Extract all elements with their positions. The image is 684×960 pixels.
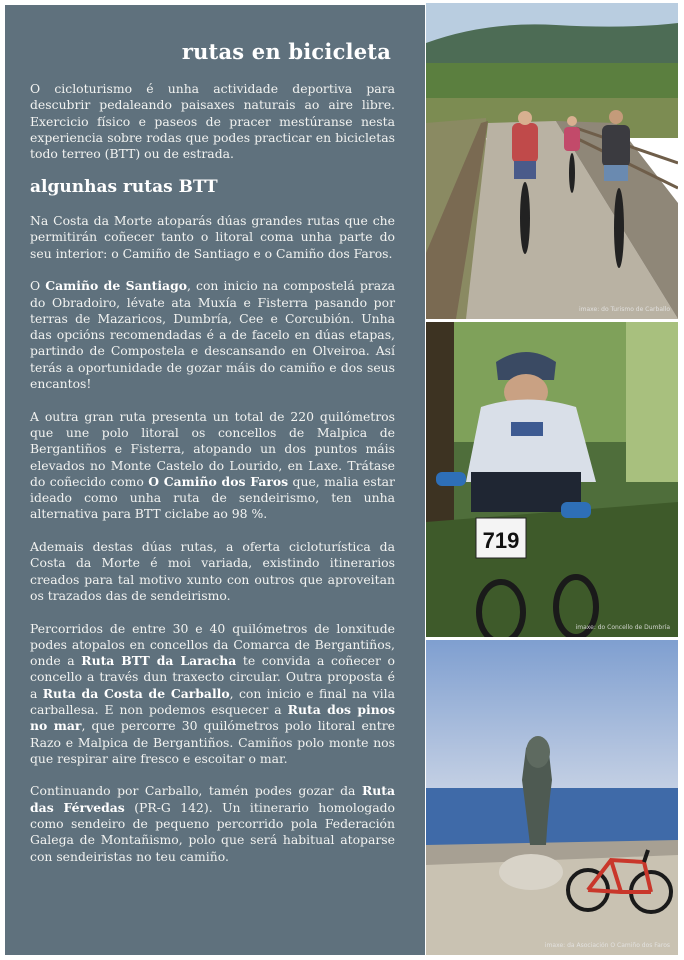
route-name-faros: O Camiño dos Faros bbox=[148, 473, 289, 489]
race-number: 719 bbox=[482, 528, 520, 553]
text-run: te convida a coñecer o concello a través dun traxecto circular. Outra proposta é a bbox=[30, 653, 395, 701]
intro-paragraph: O cicloturismo é unha actividade deportiva para descubrir pedaleando paisaxes naturais ao aire libre. Exercicio físico e paseos de pracer mestúranse nesta experiencia sobre rodas que podes practicar en bicicletas todo terreo (BTT) ou de estrada. bbox=[30, 81, 395, 162]
text-run: Continuando por Carballo, tamén podes gozar da bbox=[30, 783, 362, 799]
text-run: Percorridos de entre 30 e 40 quilómetros de lonxitude podes atopalos en concellos da Comarca de Bergantiños, onde a bbox=[30, 620, 395, 669]
text-run: , que percorre 30 quilómetros polo litoral entre Razo e Malpica de Bergantiños. Camiños polo monte nos que respirar aire fresco e escoitar o mar. bbox=[30, 718, 395, 766]
text-run: que, malia estar ideado como unha ruta de sendeirismo, ten unha alternativa para BTT ciclabe ao 98 %. bbox=[30, 473, 395, 522]
text-run: (PR-G 142). Un itinerario homologado como sendeiro de pequeno percorrido pola Federación Galega de Montañismo, polo que será habitual atoparse con sendeiristas no teu camiño. bbox=[30, 799, 396, 864]
text-run: , con inicio na compostelá praza do Obradoiro, lévate ata Muxía e Fisterra pasando por terras de Mazaricos, Dumbría, Cee e Corcubión. Unha das opcións recomendadas é a de facelo en dúas etapas, partindo de Compostela e descansando en Olveiroa. Así terás a oportunidade de gozar máis do camiño e dos seus encantos! bbox=[30, 278, 395, 392]
route-name-laracha: Ruta BTT da Laracha bbox=[81, 653, 237, 669]
route-name-santiago: Camiño de Santiago bbox=[45, 278, 188, 294]
article-body bbox=[30, 81, 395, 881]
text-run: , con inicio e final na vila carballesa. E non podemos esquecer a bbox=[30, 685, 395, 717]
route-name-fervedas: Ruta das Férvedas bbox=[30, 783, 395, 815]
paragraph-camino-faros bbox=[30, 409, 395, 523]
paragraph-costa-da-morte: Na Costa da Morte atoparás dúas grandes rutas que che permitirán coñecer tanto o litoral coma unha parte do seu interior: o Camiño de Santiago e o Camiño dos Faros. bbox=[30, 213, 395, 261]
paragraph-bergantinos bbox=[30, 621, 395, 768]
photo-credit: imaxe: da Asociación O Camiño dos Faros bbox=[544, 942, 670, 949]
boardwalk-cyclists-photo bbox=[426, 3, 678, 319]
text-run: A outra gran ruta presenta un total de 220 quilómetros que une polo litoral os concellos de Malpica de Bergantiños e Fisterra, atopando un dos puntos máis elevados no Monte Castelo do Lourido, en Laxe. Trátase do coñecido como bbox=[30, 408, 395, 489]
page-title: rutas en bicicleta bbox=[181, 39, 391, 64]
coast-statue-photo bbox=[426, 640, 678, 955]
paragraph-oferta: Ademais destas dúas rutas, a oferta cicloturística da Costa da Morte é moi variada, existindo itinerarios creados para tal motivo xunto con outros que aproveitan os trazados das de sendeirismo. bbox=[30, 539, 395, 603]
photo-credit: imaxe: do Concello de Dumbría bbox=[575, 624, 670, 631]
photo-credit: imaxe: do Turismo de Carballo bbox=[578, 306, 670, 313]
paragraph-camino-santiago bbox=[30, 278, 395, 392]
text-run: O bbox=[30, 278, 46, 294]
mountain-biker-photo bbox=[426, 322, 678, 637]
route-name-pinos: Ruta dos pinos no mar bbox=[30, 701, 395, 734]
text-panel bbox=[5, 5, 425, 955]
paragraph-fervedas bbox=[30, 783, 395, 864]
section-heading: algunhas rutas BTT bbox=[30, 176, 218, 197]
route-name-carballo: Ruta da Costa de Carballo bbox=[42, 685, 230, 701]
